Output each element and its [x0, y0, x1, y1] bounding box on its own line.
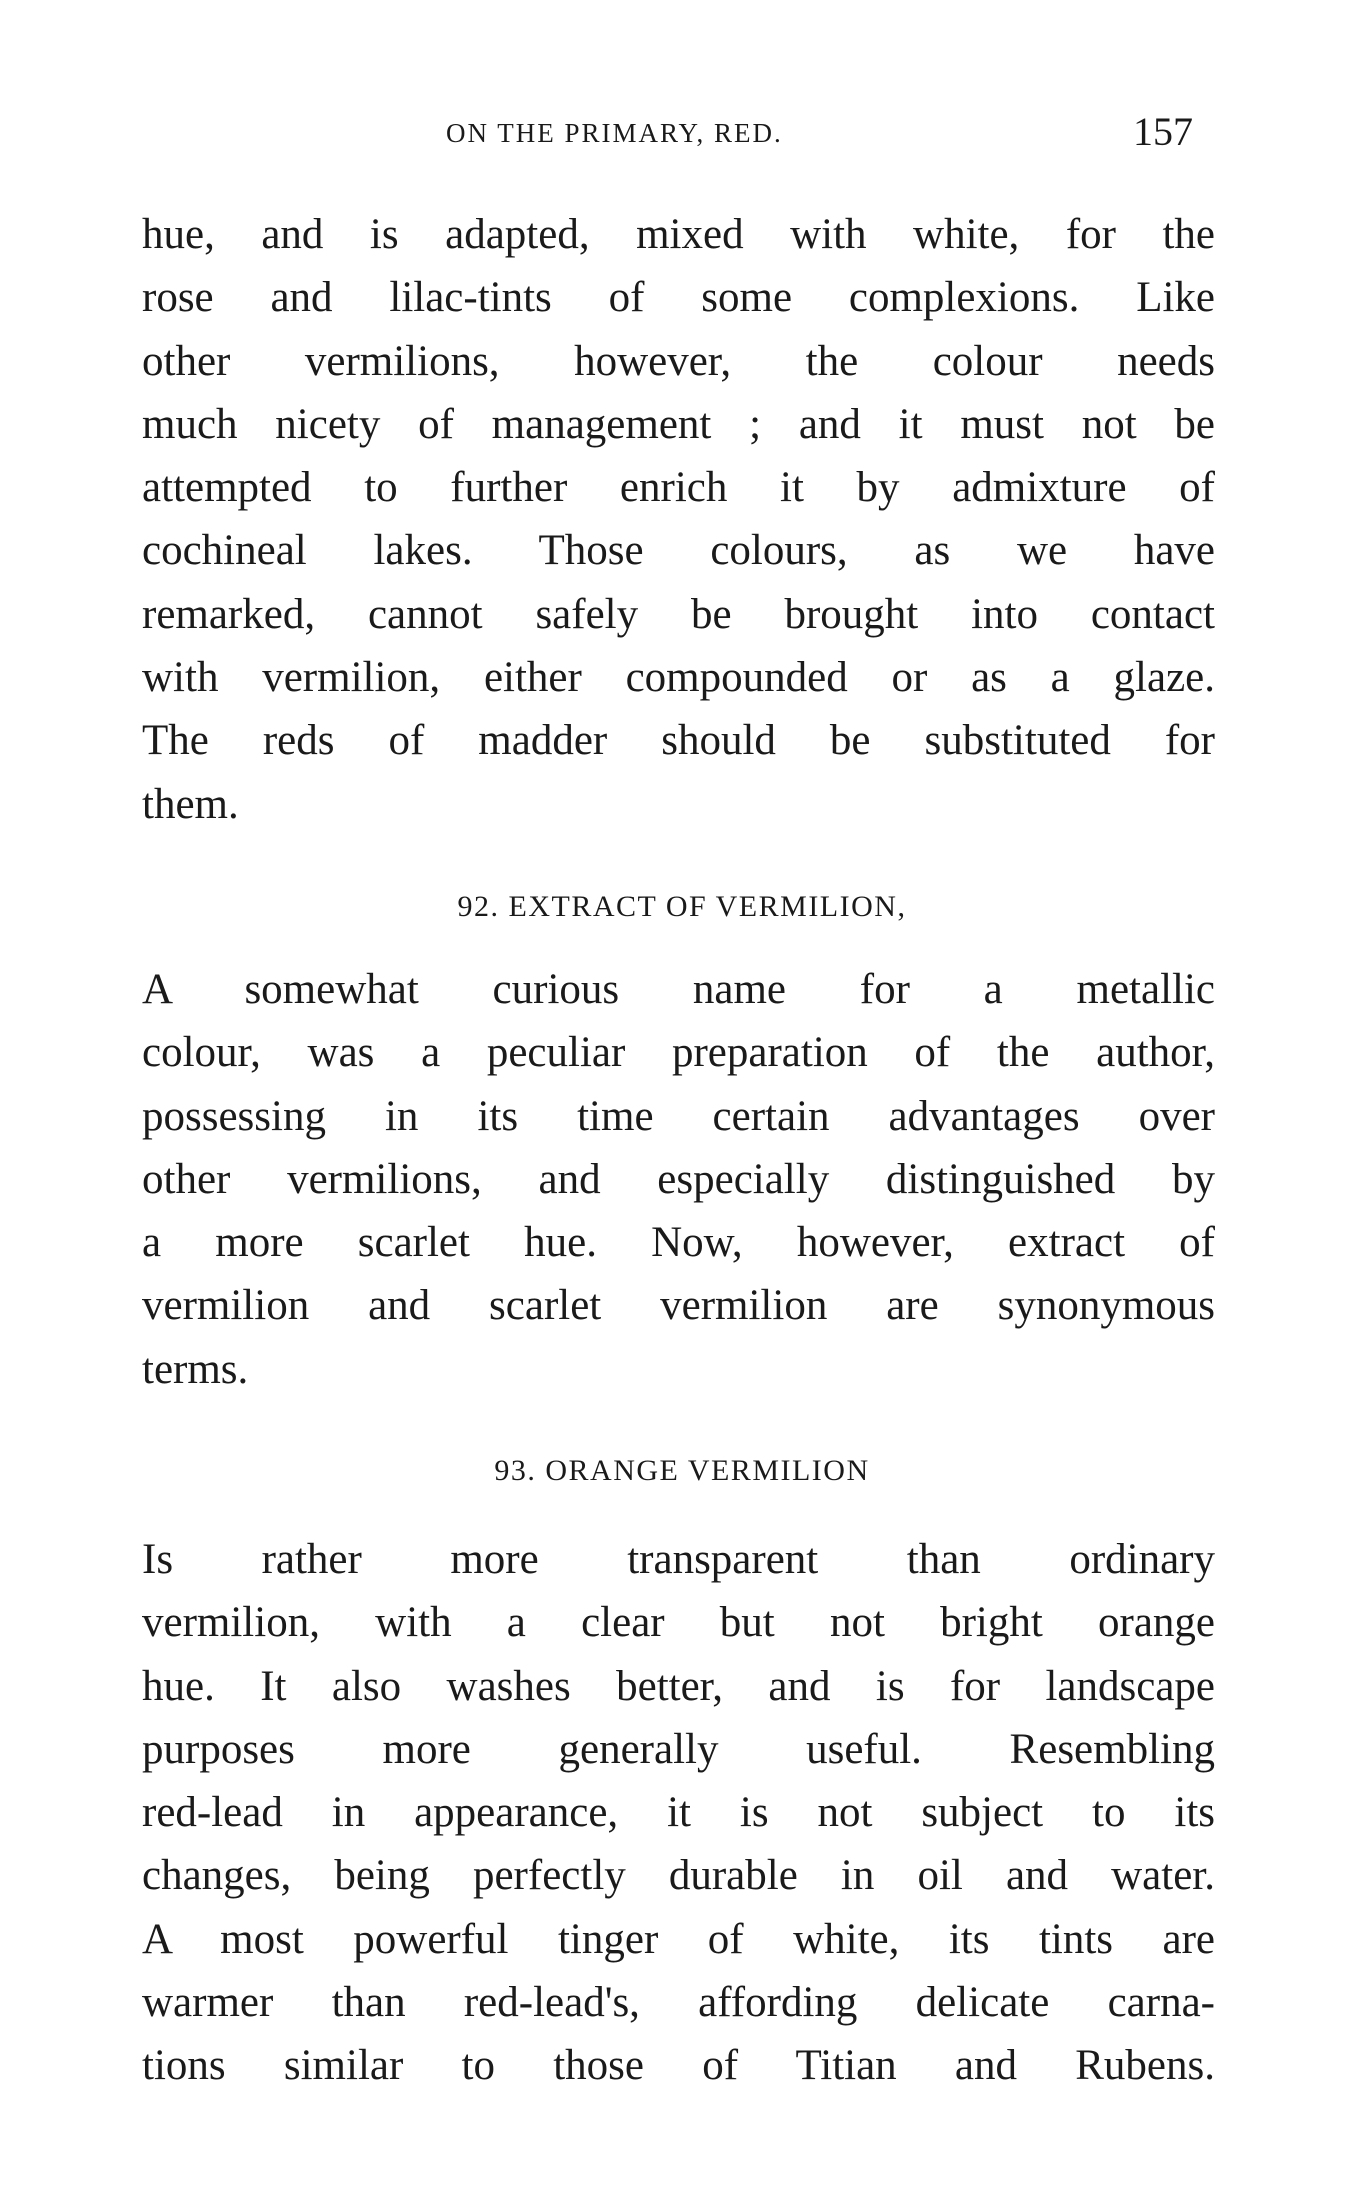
text-line: cochineal lakes. Those colours, as we have: [142, 527, 1215, 575]
text-line: purposes more generally useful. Resembling: [142, 1725, 1215, 1773]
text-line: changes, being perfectly durable in oil and water.: [142, 1852, 1215, 1900]
text-line: remarked, cannot safely be brought into contact: [142, 590, 1215, 638]
text-line: other vermilions, and especially distinguished by: [142, 1155, 1215, 1203]
text-line: vermilion and scarlet vermilion are synonymous: [142, 1282, 1215, 1330]
text-line: terms.: [142, 1345, 249, 1393]
text-line: Is rather more transparent than ordinary: [142, 1536, 1215, 1583]
text-line: vermilion, with a clear but not bright orange: [142, 1599, 1215, 1647]
text-line: other vermilions, however, the colour needs: [142, 337, 1215, 385]
text-line: possessing in its time certain advantages over: [142, 1092, 1215, 1140]
text-line: red-lead in appearance, it is not subject to its: [142, 1789, 1215, 1837]
running-head: [0, 108, 1364, 154]
paragraph-1: [142, 203, 1215, 836]
running-head-title: ON THE PRIMARY, RED.: [446, 118, 783, 148]
text-line: hue, and is adapted, mixed with white, for the: [142, 211, 1215, 258]
text-line: with vermilion, either compounded or as a glaze.: [142, 654, 1215, 702]
text-line: warmer than red-lead's, affording delicate carna-: [142, 1979, 1215, 2027]
text-line: colour, was a peculiar preparation of the author,: [142, 1029, 1215, 1077]
section-heading-93: 93. ORANGE VERMILION: [494, 1454, 870, 1487]
text-line: much nicety of management ; and it must not be: [142, 400, 1215, 448]
text-line: A most powerful tinger of white, its tints are: [142, 1915, 1215, 1963]
text-line: rose and lilac-tints of some complexions. Like: [142, 274, 1215, 322]
text-line: tions similar to those of Titian and Rubens.: [142, 2042, 1215, 2090]
text-line: hue. It also washes better, and is for landscape: [142, 1662, 1215, 1710]
text-line: A somewhat curious name for a metallic: [142, 966, 1215, 1013]
text-line: The reds of madder should be substituted for: [142, 717, 1215, 765]
text-line: attempted to further enrich it by admixture of: [142, 464, 1215, 512]
text-line: them.: [142, 780, 239, 828]
paragraph-3: [142, 1528, 1215, 2098]
section-heading-92: 92. EXTRACT OF VERMILION,: [457, 890, 907, 923]
text-line: a more scarlet hue. Now, however, extract of: [142, 1219, 1215, 1267]
page-number: 157: [1133, 109, 1193, 154]
paragraph-2: [142, 958, 1215, 1401]
